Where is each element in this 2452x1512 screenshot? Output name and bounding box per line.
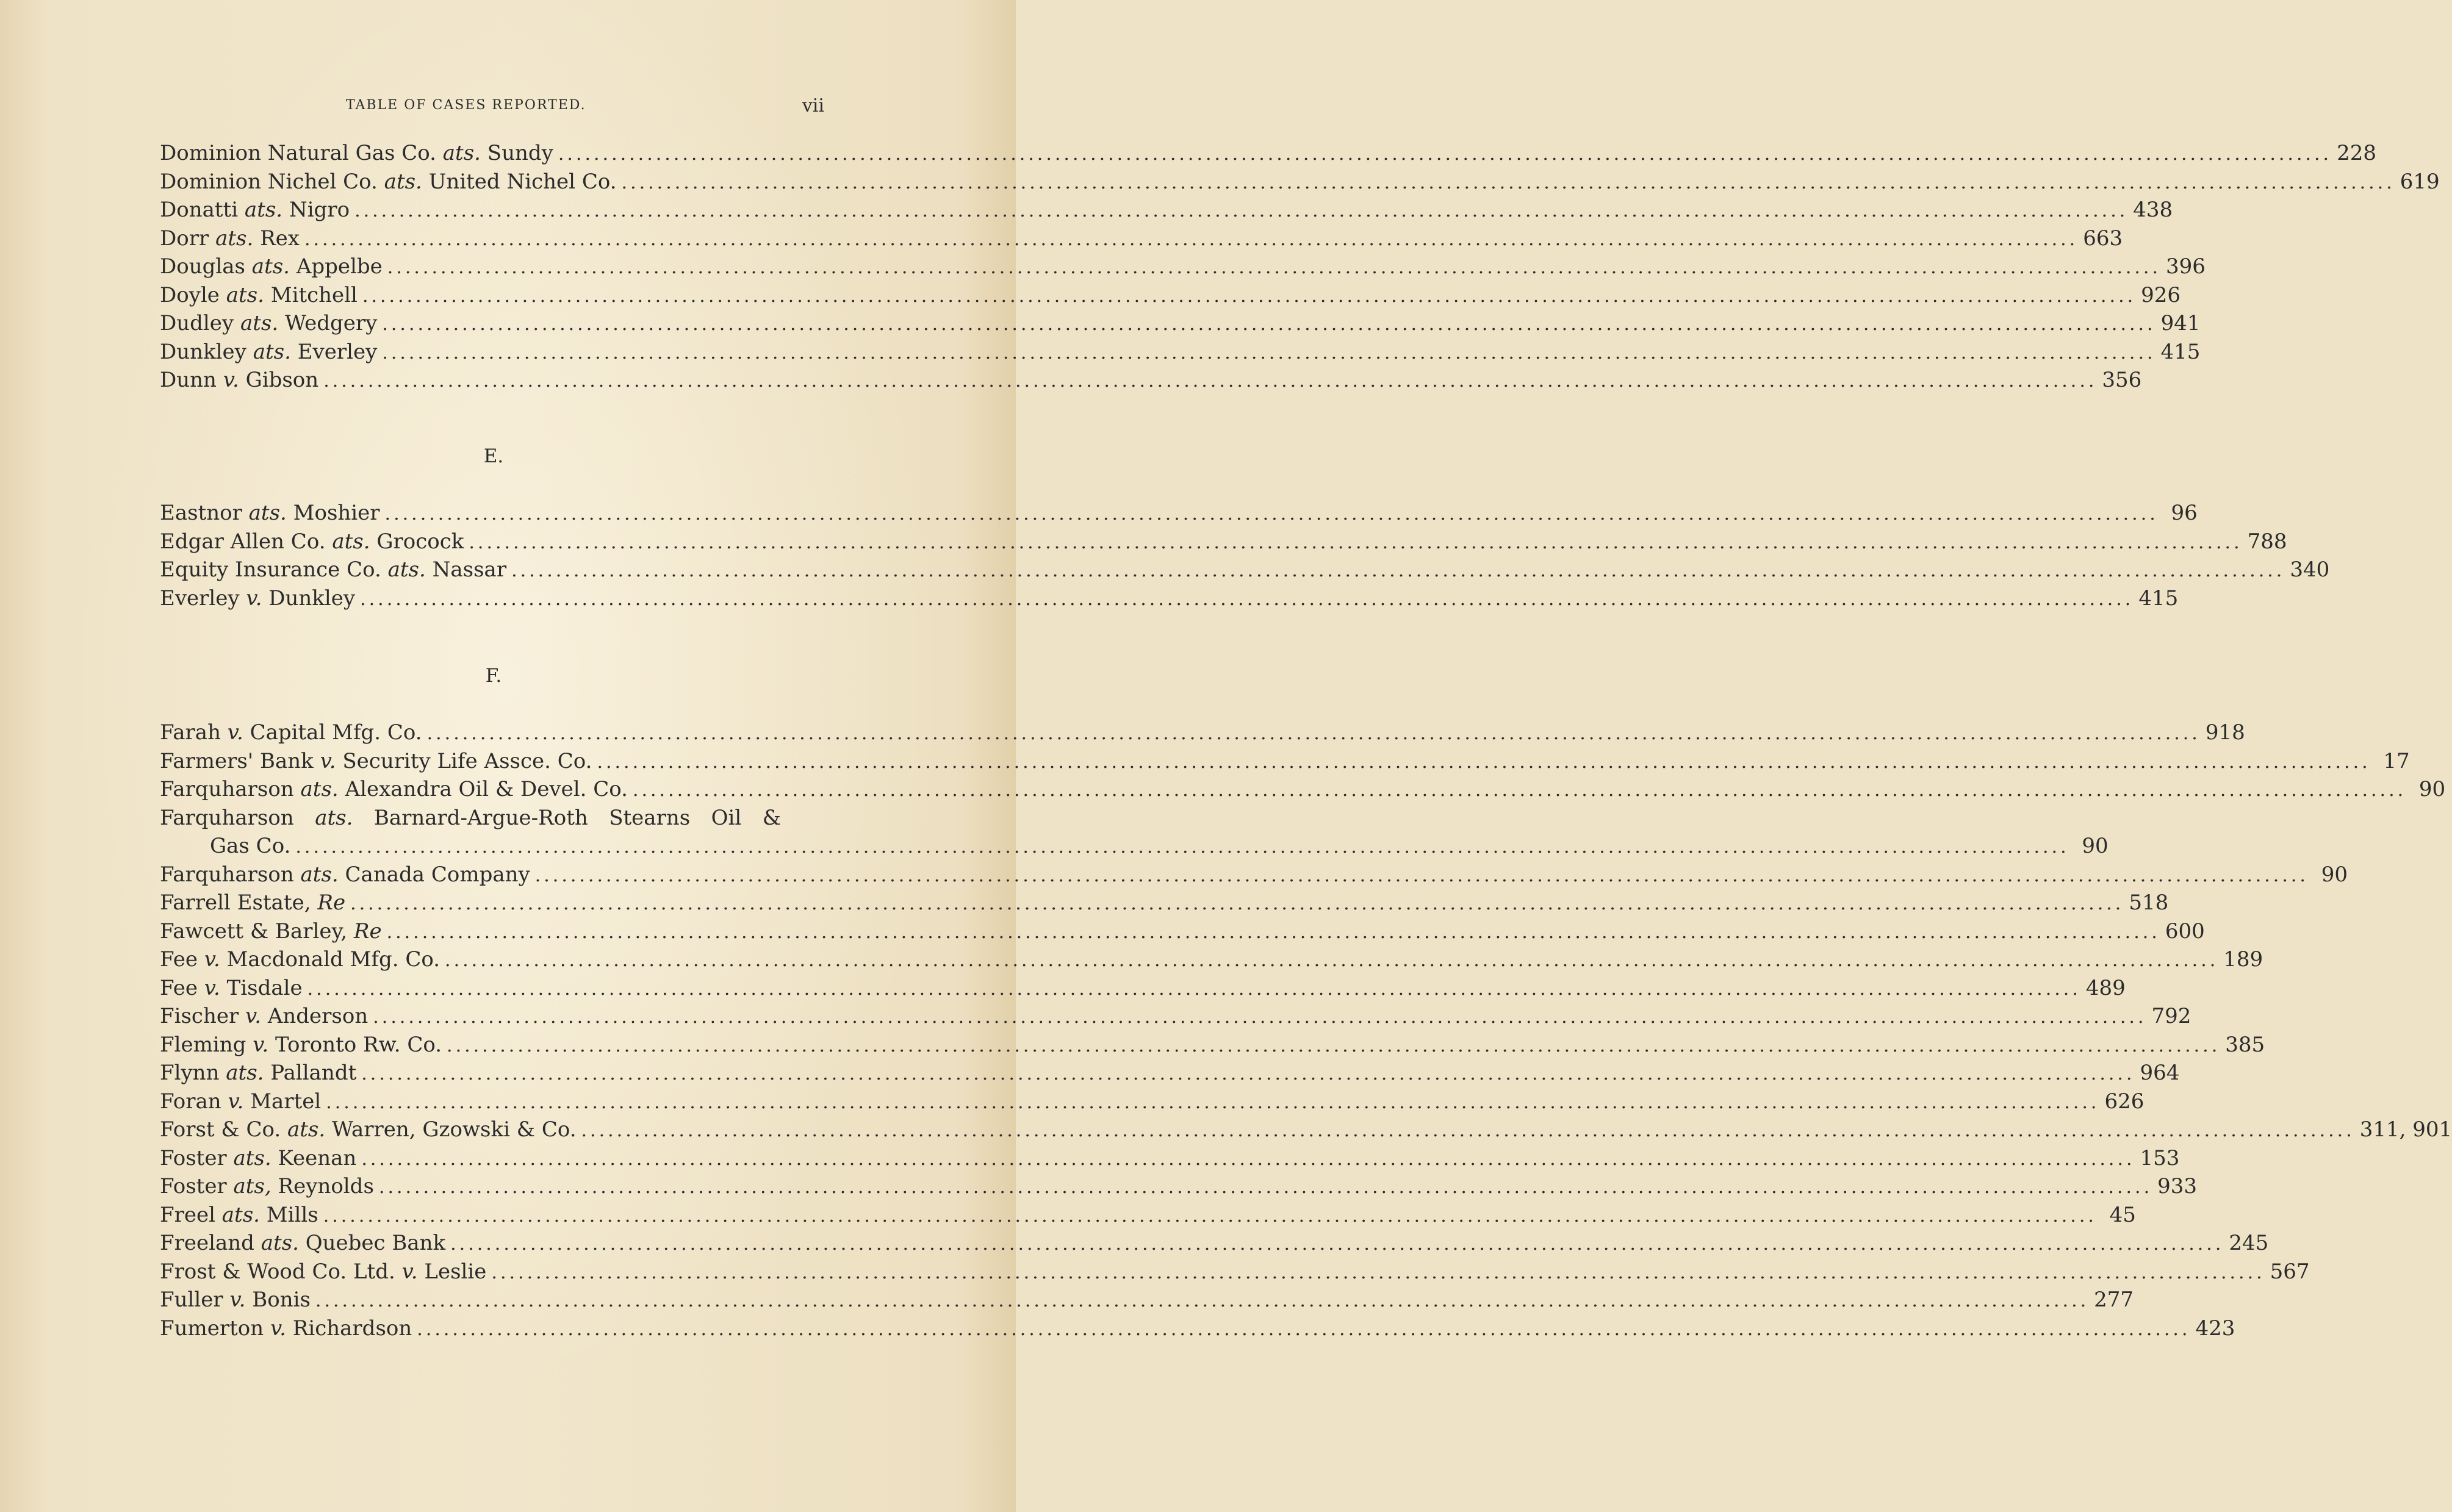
section-letter: E. <box>483 445 504 467</box>
party-b: Gibson <box>245 368 319 392</box>
dot-leader: ........................................................................................................................................................................................................ <box>323 1205 2097 1227</box>
case-entry <box>160 168 2440 196</box>
case-entry <box>160 338 2201 367</box>
connector: ats. <box>387 557 426 582</box>
dot-leader: ........................................................................................................................................................................................................ <box>373 1006 2147 1028</box>
party-a: Foran <box>160 1089 221 1114</box>
connector: ats. <box>442 141 481 165</box>
case-title <box>160 1229 445 1258</box>
connector: ats. <box>287 1117 326 1142</box>
dot-leader: ........................................................................................................................................................................................................ <box>323 370 2098 392</box>
connector: v. <box>223 368 239 392</box>
connector: ats. <box>215 226 254 251</box>
party-a: Dominion Natural Gas Co. <box>160 141 436 165</box>
party-b: Mills <box>266 1202 318 1227</box>
party-a: Farquharson <box>160 777 294 801</box>
case-entry <box>160 1002 2191 1031</box>
connector: v. <box>228 1089 244 1114</box>
case-title-continued <box>210 832 290 861</box>
case-entry <box>160 974 2126 1003</box>
case-entry <box>160 747 2410 776</box>
connector: ats. <box>248 501 287 525</box>
case-entry <box>160 1087 2145 1116</box>
case-entry <box>160 584 2179 613</box>
section-f <box>160 718 2452 1342</box>
case-title <box>160 253 383 281</box>
dot-leader: ........................................................................................................................................................................................................ <box>384 503 2159 525</box>
case-entry <box>160 224 2123 253</box>
case-page: 45 <box>2109 1202 2136 1227</box>
dot-leader: ........................................................................................................................................................................................................ <box>558 143 2332 165</box>
case-page: 90 <box>2321 862 2348 887</box>
case-page: 90 <box>2082 834 2109 858</box>
party-b: Barnard-Argue-Roth Stearns Oil & <box>373 805 781 830</box>
case-title <box>160 1116 577 1144</box>
party-a: Dorr <box>160 226 209 251</box>
case-page: 277 <box>2094 1288 2134 1312</box>
party-a: Freel <box>160 1202 215 1227</box>
connector: v. <box>227 720 243 745</box>
party-a: Fee <box>160 975 198 1000</box>
party-a: Fuller <box>160 1288 223 1312</box>
party-b: Capital Mfg. Co. <box>250 720 422 745</box>
case-entry <box>160 556 2330 584</box>
section-e-heading <box>160 444 827 468</box>
party-b: Martel <box>250 1089 322 1114</box>
case-page: 396 <box>2166 254 2206 279</box>
case-entry-continuation <box>160 832 2109 861</box>
case-title <box>160 974 303 1003</box>
dot-leader: ........................................................................................................................................................................................................ <box>417 1318 2191 1340</box>
section-e <box>160 499 2330 612</box>
case-entry <box>160 528 2287 556</box>
connector: ats. <box>261 1231 299 1255</box>
running-head: TABLE OF CASES REPORTED. <box>346 98 586 113</box>
party-b: Mitchell <box>270 282 358 307</box>
connector: ats. <box>226 282 264 307</box>
party-b: Leslie <box>424 1259 487 1284</box>
case-entry <box>160 945 2263 974</box>
case-page: 17 <box>2383 748 2410 773</box>
case-page: 96 <box>2171 501 2198 525</box>
case-entry <box>160 1144 2180 1173</box>
connector: v. <box>246 586 262 611</box>
party-a: Foster <box>160 1145 227 1170</box>
party-b: United Nichel Co. <box>428 169 617 194</box>
party-b: Rex <box>260 226 300 251</box>
party-b: Canada Company <box>345 862 530 887</box>
dot-leader: ........................................................................................................................................................................................................ <box>361 1148 2135 1170</box>
dot-leader: ........................................................................................................................................................................................................ <box>361 1063 2135 1084</box>
case-page: 415 <box>2160 339 2201 364</box>
case-entry <box>160 281 2181 310</box>
case-title <box>160 196 350 224</box>
case-entry <box>160 1116 2452 1144</box>
case-entry <box>160 804 827 833</box>
connector: ats. <box>251 254 290 279</box>
case-title <box>160 1002 368 1031</box>
party-a: Flynn <box>160 1061 220 1085</box>
page-header <box>160 95 827 122</box>
party-b: Richardson <box>292 1316 412 1341</box>
case-title <box>160 139 553 168</box>
party-b: Pallandt <box>270 1061 357 1085</box>
case-entry <box>160 889 2169 917</box>
party-b-continued: Gas Co. <box>210 834 291 858</box>
party-b: Security Life Assce. Co. <box>342 748 592 773</box>
case-title <box>160 889 345 917</box>
case-title <box>160 718 422 747</box>
case-entry <box>160 1059 2180 1087</box>
case-title <box>160 917 382 946</box>
connector: Re <box>317 890 346 915</box>
case-title <box>160 1314 412 1343</box>
connector: ats. <box>226 1061 264 1085</box>
party-a: Fee <box>160 947 198 972</box>
connector: ats. <box>233 1145 271 1170</box>
connector: v. <box>204 975 220 1000</box>
case-page: 385 <box>2225 1032 2265 1057</box>
dot-leader: ........................................................................................................................................................................................................ <box>304 228 2079 250</box>
dot-leader: ........................................................................................................................................................................................................ <box>362 285 2137 307</box>
party-a: Eastnor <box>160 501 242 525</box>
dot-leader: ........................................................................................................................................................................................................ <box>426 723 2201 744</box>
case-title <box>160 861 530 889</box>
case-title <box>160 584 355 613</box>
dot-leader: ........................................................................................................................................................................................................ <box>534 864 2309 886</box>
case-title <box>160 1031 442 1059</box>
case-title <box>160 1144 356 1173</box>
case-title <box>160 338 377 367</box>
case-page: 415 <box>2138 586 2179 611</box>
case-title <box>160 224 300 253</box>
case-page: 311, 901 <box>2359 1117 2452 1142</box>
connector: ats. <box>240 311 279 335</box>
case-entry <box>160 1031 2265 1059</box>
case-entry <box>160 917 2205 946</box>
party-b: Grocock <box>376 529 464 554</box>
case-entry <box>160 1201 2136 1230</box>
case-entry <box>160 718 2245 747</box>
party-b: Bonis <box>252 1288 311 1312</box>
dot-leader: ........................................................................................................................................................................................................ <box>360 588 2134 610</box>
case-title <box>160 1087 321 1116</box>
dot-leader: ........................................................................................................................................................................................................ <box>581 1120 2355 1141</box>
dot-leader: ........................................................................................................................................................................................................ <box>597 751 2371 773</box>
case-page: 189 <box>2223 947 2263 972</box>
party-b: Warren, Gzowski & Co. <box>331 1117 577 1142</box>
party-a: Forst & Co. <box>160 1117 281 1142</box>
case-entry <box>160 1172 2198 1201</box>
party-a: Equity Insurance Co. <box>160 557 381 582</box>
case-title <box>160 556 506 584</box>
party-a: Douglas <box>160 254 245 279</box>
case-page: 228 <box>2337 141 2376 165</box>
case-title <box>160 747 592 776</box>
dot-leader: ........................................................................................................................................................................................................ <box>315 1290 2090 1311</box>
case-entry <box>160 253 2206 281</box>
party-a: Everley <box>160 586 240 611</box>
dot-leader: ........................................................................................................................................................................................................ <box>447 1034 2221 1056</box>
party-b: Alexandra Oil & Devel. Co. <box>345 777 628 801</box>
connector: v. <box>204 947 220 972</box>
party-b: Anderson <box>267 1004 369 1028</box>
dot-leader: ........................................................................................................................................................................................................ <box>295 836 2069 858</box>
connector: Re <box>353 919 382 944</box>
party-b: Dunkley <box>268 586 356 611</box>
case-title <box>160 499 380 528</box>
connector: v. <box>270 1316 286 1341</box>
case-page: 788 <box>2247 529 2287 554</box>
case-entry <box>160 1286 2134 1314</box>
party-b: Everley <box>297 339 378 364</box>
section-letter: F. <box>485 665 502 687</box>
party-b: Quebec Bank <box>305 1231 446 1255</box>
party-b: Moshier <box>293 501 380 525</box>
party-a: Farquharson <box>160 862 294 887</box>
party-b: Tisdale <box>226 975 303 1000</box>
connector: ats. <box>332 529 370 554</box>
case-entry <box>160 196 2173 224</box>
case-page: 918 <box>2205 720 2245 745</box>
case-page: 423 <box>2195 1316 2235 1341</box>
party-a: Farah <box>160 720 221 745</box>
dot-leader: ........................................................................................................................................................................................................ <box>445 950 2219 971</box>
case-entry <box>160 139 2376 168</box>
case-page: 567 <box>2270 1259 2310 1284</box>
dot-leader: ........................................................................................................................................................................................................ <box>350 893 2124 914</box>
case-entry <box>160 366 2142 395</box>
case-page: 90 <box>2418 777 2446 801</box>
case-entry <box>160 1229 2269 1258</box>
party-a: Fumerton <box>160 1316 264 1341</box>
page-number: vii <box>802 95 824 116</box>
section-d <box>160 139 2440 395</box>
connector: v. <box>245 1004 262 1028</box>
dot-leader: ........................................................................................................................................................................................................ <box>491 1261 2265 1283</box>
party-b: Wedgery <box>284 311 378 335</box>
case-page: 153 <box>2140 1145 2180 1170</box>
party-a: Dominion Nichel Co. <box>160 169 378 194</box>
case-title <box>160 168 617 196</box>
dot-leader: ........................................................................................................................................................................................................ <box>378 1177 2153 1198</box>
case-page: 792 <box>2151 1004 2191 1028</box>
connector: v. <box>253 1032 269 1057</box>
case-entry <box>160 309 2201 338</box>
case-page: 340 <box>2290 557 2330 582</box>
dot-leader: ........................................................................................................................................................................................................ <box>469 531 2243 553</box>
case-page: 356 <box>2102 368 2142 392</box>
connector: ats. <box>244 198 283 222</box>
case-page: 941 <box>2160 311 2201 335</box>
connector: ats. <box>300 862 339 887</box>
party-a: Fleming <box>160 1032 246 1057</box>
party-b: Sundy <box>487 141 553 165</box>
case-title <box>160 1172 374 1201</box>
connector: ats. <box>253 339 291 364</box>
party-b: Macdonald Mfg. Co. <box>226 947 440 972</box>
connector: ats. <box>221 1202 260 1227</box>
case-title <box>160 945 440 974</box>
case-title <box>160 1286 311 1314</box>
party-b: Keenan <box>278 1145 357 1170</box>
case-title <box>160 528 464 556</box>
case-entry <box>160 1258 2310 1286</box>
party-a: Frost & Wood Co. Ltd. <box>160 1259 395 1284</box>
party-a: Fawcett & Barley, <box>160 919 348 944</box>
party-b: Nassar <box>432 557 507 582</box>
case-page: 245 <box>2229 1231 2269 1255</box>
case-page: 518 <box>2129 890 2169 915</box>
party-a: Dunn <box>160 368 217 392</box>
dot-leader: ........................................................................................................................................................................................................ <box>382 342 2156 364</box>
dot-leader: ........................................................................................................................................................................................................ <box>386 921 2160 943</box>
party-a: Farrell Estate, <box>160 890 311 915</box>
case-page: 964 <box>2140 1061 2180 1085</box>
case-title <box>160 281 358 310</box>
party-a: Dudley <box>160 311 234 335</box>
case-title <box>160 1258 486 1286</box>
connector: ats. <box>315 805 353 830</box>
connector: v. <box>320 748 336 773</box>
party-a: Fischer <box>160 1004 239 1028</box>
dot-leader: ........................................................................................................................................................................................................ <box>511 560 2285 581</box>
case-entry <box>160 861 2348 889</box>
case-entry <box>160 499 2198 528</box>
dot-leader: ........................................................................................................................................................................................................ <box>387 257 2162 278</box>
case-title <box>160 366 318 395</box>
dot-leader: ........................................................................................................................................................................................................ <box>307 978 2081 1000</box>
connector: v. <box>229 1288 246 1312</box>
party-b: Toronto Rw. Co. <box>275 1032 442 1057</box>
party-b: Appelbe <box>296 254 383 279</box>
connector: ats. <box>384 169 422 194</box>
case-page: 926 <box>2141 282 2181 307</box>
connector: ats, <box>233 1174 271 1198</box>
dot-leader: ........................................................................................................................................................................................................ <box>621 171 2395 193</box>
connector: v. <box>401 1259 418 1284</box>
case-page: 933 <box>2157 1174 2198 1198</box>
party-a: Farmers' Bank <box>160 748 314 773</box>
party-b: Reynolds <box>278 1174 374 1198</box>
dot-leader: ........................................................................................................................................................................................................ <box>632 779 2407 801</box>
case-page: 489 <box>2085 975 2126 1000</box>
case-title <box>160 1059 356 1087</box>
case-page: 600 <box>2165 919 2205 944</box>
party-a: Doyle <box>160 282 220 307</box>
case-page: 663 <box>2083 226 2123 251</box>
case-entry <box>160 775 2446 804</box>
party-a: Foster <box>160 1174 227 1198</box>
case-title <box>160 309 377 338</box>
party-a: Donatti <box>160 198 239 222</box>
case-title <box>160 775 628 804</box>
case-page: 626 <box>2104 1089 2145 1114</box>
case-page: 438 <box>2133 198 2173 222</box>
party-b: Nigro <box>289 198 350 222</box>
connector: ats. <box>300 777 339 801</box>
section-f-heading <box>160 664 827 688</box>
case-title <box>160 1201 318 1230</box>
dot-leader: ........................................................................................................................................................................................................ <box>354 200 2129 221</box>
dot-leader: ........................................................................................................................................................................................................ <box>382 314 2156 335</box>
dot-leader: ........................................................................................................................................................................................................ <box>326 1091 2100 1113</box>
dot-leader: ........................................................................................................................................................................................................ <box>450 1233 2224 1255</box>
case-page: 619 <box>2400 169 2440 194</box>
party-a: Dunkley <box>160 339 246 364</box>
party-a: Farquharson <box>160 805 294 830</box>
case-entry <box>160 1314 2235 1343</box>
party-a: Edgar Allen Co. <box>160 529 326 554</box>
party-a: Freeland <box>160 1231 254 1255</box>
